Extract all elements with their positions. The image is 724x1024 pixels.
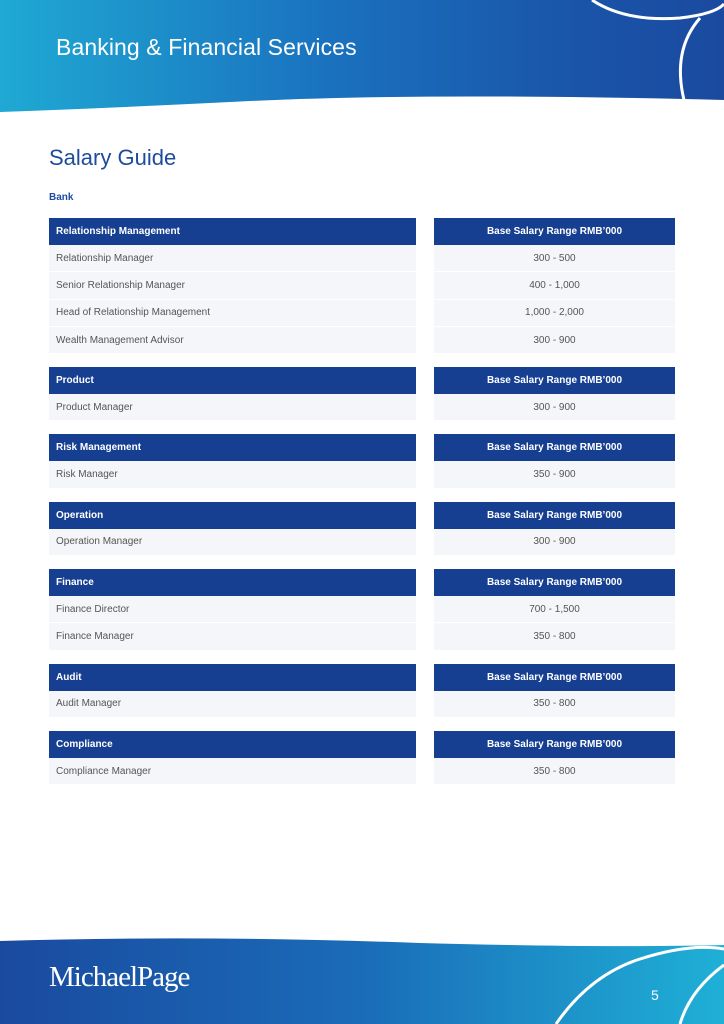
role-cell: Head of Relationship Management bbox=[49, 300, 416, 327]
salary-range-cell: 300 - 900 bbox=[434, 394, 675, 421]
table-row bbox=[49, 394, 675, 421]
table-row bbox=[49, 245, 675, 272]
salary-range-cell: 400 - 1,000 bbox=[434, 272, 675, 299]
salary-range-cell: 1,000 - 2,000 bbox=[434, 300, 675, 327]
salary-range-heading: Base Salary Range RMB’000 bbox=[434, 569, 675, 596]
table-row bbox=[49, 691, 675, 718]
role-cell: Finance Director bbox=[49, 596, 416, 623]
salary-range-cell: 350 - 800 bbox=[434, 623, 675, 650]
salary-range-cell: 350 - 800 bbox=[434, 758, 675, 785]
category-heading: Relationship Management bbox=[49, 218, 416, 245]
salary-range-heading: Base Salary Range RMB’000 bbox=[434, 434, 675, 461]
salary-range-cell: 300 - 500 bbox=[434, 245, 675, 272]
table-header-row bbox=[49, 664, 675, 691]
salary-range-heading: Base Salary Range RMB’000 bbox=[434, 367, 675, 394]
category-heading: Operation bbox=[49, 502, 416, 529]
table-row bbox=[49, 596, 675, 623]
table-header-row bbox=[49, 569, 675, 596]
table-row bbox=[49, 529, 675, 556]
table-row bbox=[49, 300, 675, 327]
table-header-row bbox=[49, 731, 675, 758]
salary-range-heading: Base Salary Range RMB’000 bbox=[434, 664, 675, 691]
salary-range-cell: 300 - 900 bbox=[434, 529, 675, 556]
salary-table-risk-management bbox=[49, 434, 675, 488]
role-cell: Relationship Manager bbox=[49, 245, 416, 272]
table-row bbox=[49, 461, 675, 488]
category-heading: Product bbox=[49, 367, 416, 394]
category-heading: Finance bbox=[49, 569, 416, 596]
table-header-row bbox=[49, 434, 675, 461]
salary-table-finance bbox=[49, 569, 675, 651]
table-row bbox=[49, 758, 675, 785]
role-cell: Product Manager bbox=[49, 394, 416, 421]
page-number: 5 bbox=[651, 987, 659, 1003]
salary-tables bbox=[49, 218, 675, 798]
table-row bbox=[49, 272, 675, 299]
salary-table-product bbox=[49, 367, 675, 421]
role-cell: Wealth Management Advisor bbox=[49, 327, 416, 354]
role-cell: Operation Manager bbox=[49, 529, 416, 556]
salary-range-cell: 700 - 1,500 bbox=[434, 596, 675, 623]
role-cell: Audit Manager bbox=[49, 691, 416, 718]
salary-range-cell: 350 - 900 bbox=[434, 461, 675, 488]
table-header-row bbox=[49, 502, 675, 529]
salary-range-heading: Base Salary Range RMB’000 bbox=[434, 502, 675, 529]
role-cell: Finance Manager bbox=[49, 623, 416, 650]
category-heading: Risk Management bbox=[49, 434, 416, 461]
page-title: Salary Guide bbox=[49, 145, 177, 170]
salary-table-audit bbox=[49, 664, 675, 718]
salary-table-relationship-management bbox=[49, 218, 675, 354]
header-banner bbox=[0, 0, 724, 115]
salary-table-compliance bbox=[49, 731, 675, 785]
section-label: Bank bbox=[49, 192, 74, 203]
table-row bbox=[49, 327, 675, 354]
header-title: Banking & Financial Services bbox=[56, 34, 357, 60]
salary-range-heading: Base Salary Range RMB’000 bbox=[434, 218, 675, 245]
table-header-row bbox=[49, 218, 675, 245]
michael-page-logo: MichaelPage bbox=[49, 961, 190, 993]
salary-range-cell: 350 - 800 bbox=[434, 691, 675, 718]
table-row bbox=[49, 623, 675, 650]
salary-range-cell: 300 - 900 bbox=[434, 327, 675, 354]
role-cell: Risk Manager bbox=[49, 461, 416, 488]
table-header-row bbox=[49, 367, 675, 394]
salary-table-operation bbox=[49, 502, 675, 556]
role-cell: Senior Relationship Manager bbox=[49, 272, 416, 299]
role-cell: Compliance Manager bbox=[49, 758, 416, 785]
category-heading: Compliance bbox=[49, 731, 416, 758]
salary-range-heading: Base Salary Range RMB’000 bbox=[434, 731, 675, 758]
category-heading: Audit bbox=[49, 664, 416, 691]
